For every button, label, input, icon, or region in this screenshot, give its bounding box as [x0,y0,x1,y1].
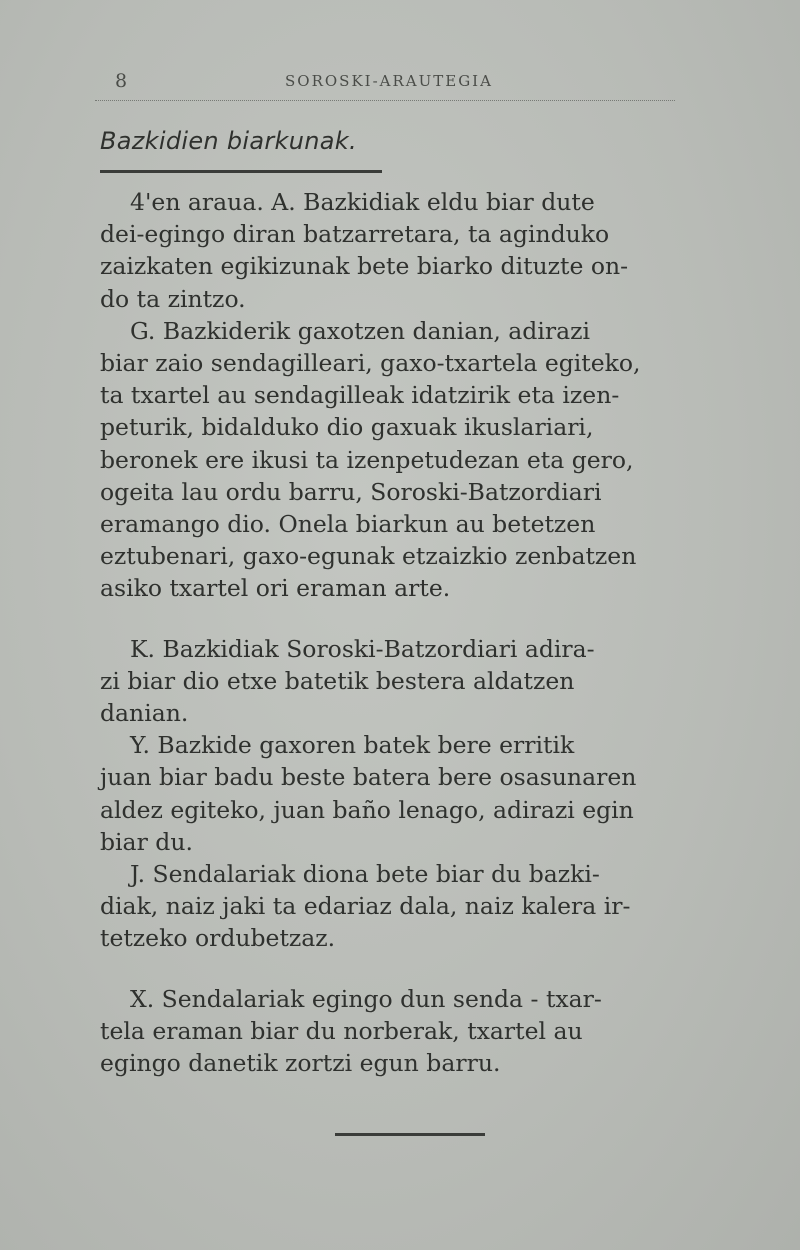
closing-rule [335,1133,485,1136]
text-line: beronek ere ikusi ta izenpetudezan eta gero, [100,445,634,474]
text-line: J. Sendalariak diona bete biar du bazki- [130,860,600,889]
paragraph-article-4-a [100,186,740,315]
paragraph-gap [100,605,740,633]
text-line: diak, naiz jaki ta edariaz dala, naiz kalera ir- [100,892,631,921]
text-line: eramango dio. Onela biarkun au betetzen [100,510,596,539]
text-line: ogeita lau ordu barru, Soroski-Batzordiari [100,477,602,506]
paragraph-x [100,983,740,1080]
text-line: juan biar badu beste batera bere osasunaren [100,763,637,792]
header-rule [95,100,675,101]
text-line: aldez egiteko, juan baño lenago, adirazi egin [100,795,634,824]
text-line: tela eraman biar du norberak, txartel au [100,1016,583,1045]
text-line: biar zaio sendagilleari, gaxo-txartela egiteko, [100,349,641,378]
text-line: ta txartel au sendagilleak idatzirik eta izen- [100,381,620,410]
text-line: tetzeko ordubetzaz. [100,924,336,953]
text-line: dei-egingo diran batzarretara, ta aginduko [100,220,610,249]
paragraph-g [100,315,740,605]
text-line: do ta zintzo. [100,284,246,313]
text-line: zi biar dio etxe batetik bestera aldatzen [100,666,575,695]
paragraph-k [100,633,740,730]
running-title: SOROSKI-ARAUTEGIA [285,72,493,90]
running-head [95,62,675,98]
text-line: G. Bazkiderik gaxotzen danian, adirazi [130,316,590,345]
text-line: asiko txartel ori eraman arte. [100,574,451,603]
text-line: eztubenari, gaxo-egunak etzaizkio zenbatzen [100,542,637,571]
text-line: zaizkaten egikizunak bete biarko dituzte on- [100,252,629,281]
text-line: biar du. [100,827,193,856]
text-line: 4'en araua. A. Bazkidiak eldu biar dute [130,188,595,216]
section-heading: Bazkidien biarkunak. [100,127,357,155]
text-line: egingo danetik zortzi egun barru. [100,1049,501,1078]
heading-underline [100,170,382,173]
paragraph-j [100,858,740,955]
text-line: Y. Bazkide gaxoren batek bere erritik [130,731,575,760]
text-line: K. Bazkidiak Soroski-Batzordiari adira- [130,634,595,663]
paragraph-gap [100,955,740,983]
paragraph-y [100,729,740,858]
text-line: danian. [100,699,189,728]
body-text [100,186,740,1079]
text-line: peturik, bidalduko dio gaxuak ikuslariari, [100,413,594,442]
text-line: X. Sendalariak egingo dun senda - txar- [130,984,602,1013]
page-number: 8 [115,70,129,92]
